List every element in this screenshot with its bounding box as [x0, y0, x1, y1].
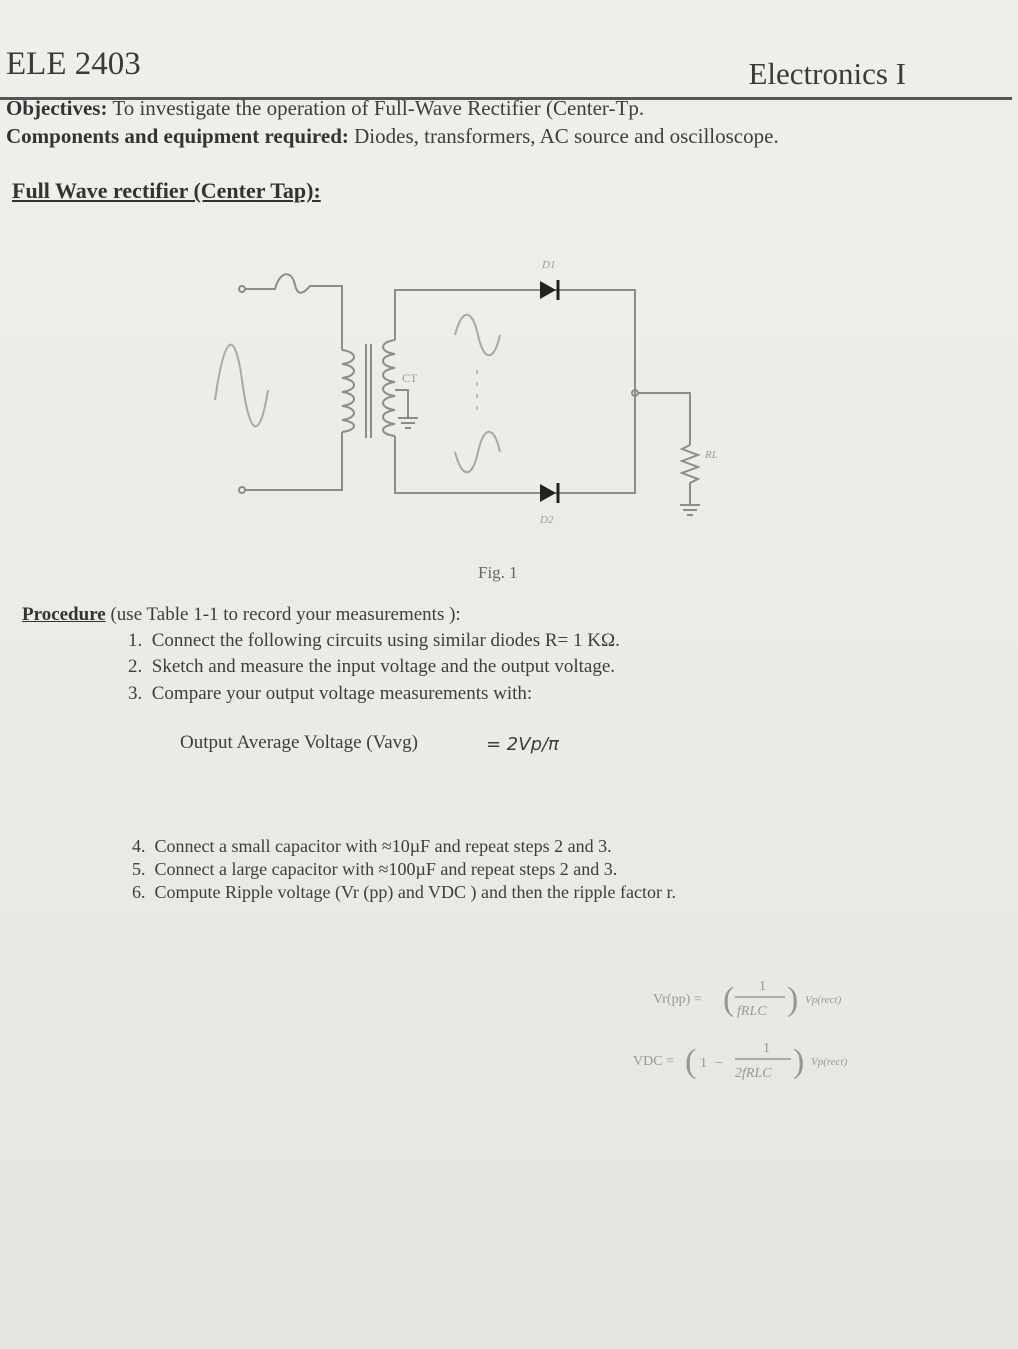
figure-caption: Fig. 1	[478, 563, 518, 582]
secondary-coil	[383, 340, 395, 436]
paren-left-2: (	[685, 1043, 697, 1080]
vr-denominator: fRLC	[737, 1004, 767, 1019]
paren-left: (	[723, 981, 735, 1018]
vr-formula-lhs: Vr(pp) =	[653, 992, 702, 1007]
circuit-wires	[215, 274, 700, 515]
step-number: 3.	[128, 683, 143, 704]
d2-label: D2	[540, 514, 554, 526]
ripple-formulas	[625, 970, 895, 1090]
procedure-step-4	[132, 836, 612, 857]
components-line	[6, 124, 779, 149]
vdc-one: 1	[700, 1056, 707, 1071]
procedure-label: Procedure	[22, 604, 106, 625]
step-number: 6.	[132, 882, 146, 902]
procedure-step-5	[132, 859, 617, 880]
formula-value	[486, 734, 559, 756]
upper-half-wave	[455, 315, 500, 356]
circuit-diagram	[180, 240, 740, 540]
step-text: Sketch and measure the input voltage and the output voltage.	[151, 656, 616, 677]
input-terminal-top	[239, 286, 245, 292]
fuse-lead	[245, 274, 342, 350]
step-text: Connect a large capacitor with ≈100µF and repeat steps 2 and 3.	[154, 859, 618, 879]
paren-right-2: )	[793, 1043, 805, 1080]
step-number: 5.	[132, 859, 146, 879]
components-text: Diodes, transformers, AC source and oscilloscope.	[348, 124, 779, 148]
primary-coil	[342, 350, 354, 432]
components-label: Components and equipment required:	[6, 124, 349, 148]
course-subject: Electronics I	[748, 56, 906, 91]
step-number: 1.	[128, 630, 143, 651]
procedure-intro: (use Table 1-1 to record your measurements ):	[105, 604, 461, 625]
vr-numerator: 1	[759, 979, 766, 994]
center-tap-label: CT	[402, 371, 418, 385]
vr-vp-rect: Vp(rect)	[805, 994, 842, 1006]
objectives-line	[6, 96, 644, 121]
diode-d1	[540, 280, 558, 300]
vdc-denominator: 2fRLC	[735, 1066, 772, 1081]
rl-label: RL	[705, 449, 718, 461]
course-code: ELE 2403	[6, 46, 141, 82]
step-text: Connect the following circuits using similar diodes R= 1 KΩ.	[151, 630, 620, 651]
section-title: Full Wave rectifier (Center Tap):	[12, 178, 321, 203]
step-text: Compare your output voltage measurements with:	[151, 683, 533, 704]
vdc-formula-lhs: VDC =	[633, 1054, 674, 1069]
procedure-step-1	[128, 630, 620, 652]
paren-right: )	[787, 981, 799, 1018]
step-number: 4.	[132, 836, 146, 856]
objectives-label: Objectives:	[6, 96, 108, 120]
step-number: 2.	[128, 656, 143, 677]
diode-d2	[540, 483, 558, 503]
input-sine-wave	[215, 345, 268, 427]
procedure-step-6	[132, 882, 676, 903]
procedure-step-3	[128, 683, 532, 705]
step-text: Connect a small capacitor with ≈10µF and repeat steps 2 and 3.	[154, 836, 612, 856]
formula-label: Output Average Voltage (Vavg)	[180, 732, 418, 753]
objectives-text: To investigate the operation of Full-Wave Rectifier (Center-Tp.	[107, 96, 645, 120]
vdc-vp-rect: Vp(rect)	[811, 1056, 848, 1068]
step-text: Compute Ripple voltage (Vr (pp) and VDC ) and then the ripple factor r.	[154, 882, 676, 902]
formula-expression: = 2Vp/π	[486, 734, 559, 755]
load-resistor	[682, 445, 698, 505]
lower-half-wave	[455, 432, 500, 473]
vdc-numerator: 1	[763, 1041, 770, 1056]
procedure-heading	[22, 604, 461, 626]
d1-label: D1	[542, 259, 556, 271]
procedure-step-2	[128, 656, 615, 678]
input-terminal-bottom	[239, 487, 245, 493]
minus-sign: −	[715, 1056, 723, 1071]
